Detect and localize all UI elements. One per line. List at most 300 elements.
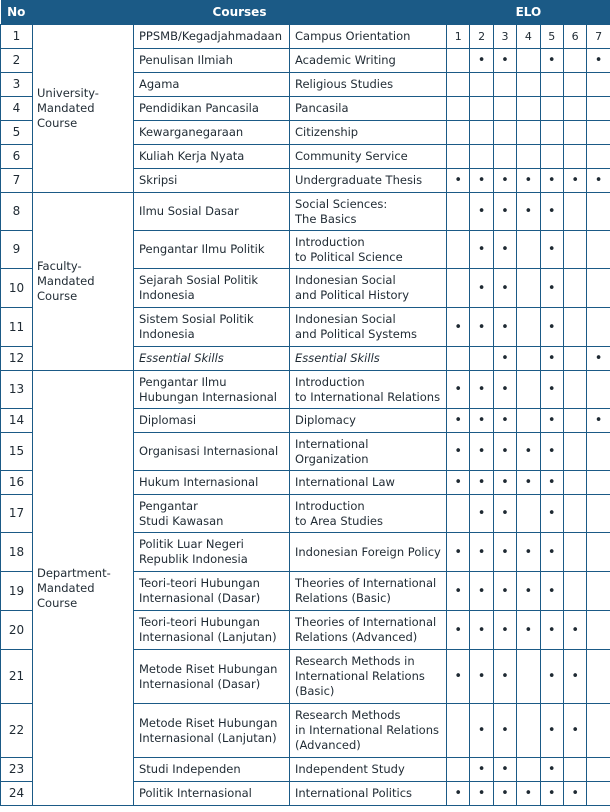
elo-cell: [587, 73, 610, 97]
elo-mark: •: [477, 319, 486, 335]
elo-cell: [563, 73, 586, 97]
elo-mark: •: [594, 173, 603, 188]
row-number: 2: [1, 49, 33, 73]
course-name-english: Independent Study: [290, 758, 447, 782]
matrix-body: [1, 25, 610, 806]
elo-cell: [587, 611, 610, 650]
row-number: 17: [1, 495, 33, 533]
elo-cell: [587, 650, 610, 704]
elo-cell: [540, 533, 563, 572]
course-name-indonesian: Sistem Sosial Politik Indonesia: [134, 308, 290, 347]
elo-cell: [563, 49, 586, 73]
elo-mark: •: [547, 53, 556, 68]
elo-cell: [493, 572, 516, 611]
elo-cell: [540, 121, 563, 145]
elo-cell: [517, 121, 540, 145]
elo-cell: [540, 433, 563, 471]
row-number: 10: [1, 269, 33, 308]
elo-number: 1: [447, 25, 470, 49]
course-name-indonesian: Politik Internasional: [134, 782, 290, 806]
elo-mark: •: [501, 544, 509, 560]
elo-cell: [517, 49, 540, 73]
elo-mark: •: [547, 444, 556, 459]
elo-mark: •: [454, 583, 463, 599]
elo-cell: [447, 533, 470, 572]
elo-cell: [493, 704, 516, 758]
elo-cell: [493, 495, 516, 533]
elo-cell: [517, 782, 540, 806]
course-name-indonesian: Sejarah Sosial Politik Indonesia: [134, 269, 290, 308]
elo-cell: [563, 231, 586, 269]
course-name-english: Theories of International Relations (Basic): [290, 572, 447, 611]
course-name-indonesian: PPSMB/Kegadjahmadaan: [134, 25, 290, 49]
elo-cell: [517, 611, 540, 650]
elo-mark: •: [454, 786, 463, 801]
elo-mark: •: [501, 242, 509, 257]
elo-cell: [470, 231, 493, 269]
elo-mark: •: [454, 544, 463, 560]
elo-cell: [517, 371, 540, 409]
elo-cell: [563, 611, 586, 650]
course-name-english: Introduction to Area Studies: [290, 495, 447, 533]
elo-cell: [563, 97, 586, 121]
elo-mark: •: [547, 506, 556, 521]
elo-cell: [470, 758, 493, 782]
elo-cell: [540, 97, 563, 121]
elo-cell: [517, 145, 540, 169]
elo-cell: [493, 611, 516, 650]
elo-cell: [493, 97, 516, 121]
elo-mark: •: [477, 506, 486, 521]
elo-cell: [470, 121, 493, 145]
elo-mark: •: [571, 173, 579, 188]
elo-mark: •: [501, 444, 509, 459]
elo-cell: [493, 650, 516, 704]
elo-cell: [447, 371, 470, 409]
elo-cell: [493, 758, 516, 782]
elo-mark: •: [477, 723, 486, 738]
elo-cell: [470, 73, 493, 97]
elo-cell: [563, 471, 586, 495]
elo-cell: [470, 169, 493, 193]
elo-mark: •: [501, 351, 509, 366]
course-name-english: Essential Skills: [290, 347, 447, 371]
course-name-indonesian: Hukum Internasional: [134, 471, 290, 495]
elo-cell: [447, 782, 470, 806]
elo-cell: [517, 97, 540, 121]
row-number: 20: [1, 611, 33, 650]
elo-mark: •: [477, 382, 486, 397]
course-name-indonesian: Agama: [134, 73, 290, 97]
elo-mark: •: [547, 382, 556, 397]
course-name-english: Introduction to Political Science: [290, 231, 447, 269]
elo-cell: [563, 758, 586, 782]
elo-mark: •: [477, 204, 486, 219]
elo-mark: •: [547, 319, 556, 335]
elo-cell: [540, 704, 563, 758]
elo-cell: [517, 533, 540, 572]
elo-cell: [493, 49, 516, 73]
elo-cell: [517, 758, 540, 782]
elo-mark: •: [594, 413, 603, 428]
course-name-indonesian: Diplomasi: [134, 409, 290, 433]
elo-mark: •: [547, 413, 556, 428]
elo-mark: •: [477, 583, 486, 599]
course-name-english: International Politics: [290, 782, 447, 806]
row-number: 4: [1, 97, 33, 121]
elo-mark: •: [547, 723, 556, 738]
elo-cell: [447, 433, 470, 471]
elo-cell: [540, 758, 563, 782]
elo-cell: [540, 495, 563, 533]
elo-mark: •: [524, 444, 533, 459]
elo-cell: [470, 572, 493, 611]
elo-mark: •: [547, 475, 556, 490]
elo-cell: [587, 231, 610, 269]
header-elo: ELO: [447, 0, 610, 25]
elo-mark: •: [547, 173, 556, 188]
elo-cell: [447, 308, 470, 347]
row-number: 11: [1, 308, 33, 347]
elo-cell: [517, 704, 540, 758]
row-number: 23: [1, 758, 33, 782]
elo-mark: •: [477, 669, 486, 684]
elo-cell: [517, 231, 540, 269]
elo-cell: [563, 121, 586, 145]
elo-mark: •: [477, 280, 486, 296]
elo-mark: •: [454, 413, 463, 428]
elo-cell: [540, 371, 563, 409]
course-name-english: Indonesian Social and Political History: [290, 269, 447, 308]
elo-mark: •: [477, 762, 486, 777]
elo-cell: [517, 409, 540, 433]
elo-mark: •: [547, 622, 556, 638]
elo-mark: •: [547, 544, 556, 560]
elo-cell: [540, 193, 563, 231]
elo-mark: •: [547, 204, 556, 219]
elo-mark: •: [501, 669, 509, 684]
elo-cell: [517, 269, 540, 308]
elo-cell: [563, 269, 586, 308]
elo-mark: •: [477, 242, 486, 257]
course-category: Faculty- Mandated Course: [33, 193, 134, 371]
elo-cell: [447, 611, 470, 650]
elo-cell: [517, 495, 540, 533]
elo-cell: [493, 308, 516, 347]
elo-mark: •: [477, 622, 486, 638]
elo-mark: •: [547, 786, 556, 801]
elo-cell: [447, 49, 470, 73]
row-number: 13: [1, 371, 33, 409]
elo-cell: [587, 433, 610, 471]
elo-cell: [587, 495, 610, 533]
elo-mark: •: [524, 173, 533, 188]
elo-mark: •: [454, 444, 463, 459]
elo-mark: •: [454, 319, 463, 335]
elo-cell: [540, 782, 563, 806]
row-number: 16: [1, 471, 33, 495]
elo-cell: [563, 433, 586, 471]
course-name-indonesian: Pengantar Ilmu Politik: [134, 231, 290, 269]
elo-mark: •: [501, 53, 509, 68]
elo-cell: [540, 572, 563, 611]
elo-mark: •: [501, 173, 509, 188]
elo-cell: [470, 49, 493, 73]
elo-cell: [563, 572, 586, 611]
elo-cell: [470, 533, 493, 572]
row-number: 6: [1, 145, 33, 169]
course-name-english: Indonesian Foreign Policy: [290, 533, 447, 572]
course-name-indonesian: Teori-teori Hubungan Internasional (Lanjutan): [134, 611, 290, 650]
course-name-english: Social Sciences: The Basics: [290, 193, 447, 231]
elo-cell: [540, 347, 563, 371]
elo-number: 7: [587, 25, 610, 49]
elo-cell: [447, 704, 470, 758]
elo-mark: •: [524, 475, 533, 490]
elo-number: 3: [493, 25, 516, 49]
elo-cell: [587, 371, 610, 409]
course-name-english: Indonesian Social and Political Systems: [290, 308, 447, 347]
elo-cell: [540, 650, 563, 704]
row-number: 15: [1, 433, 33, 471]
row-number: 12: [1, 347, 33, 371]
elo-cell: [447, 73, 470, 97]
elo-cell: [493, 782, 516, 806]
elo-cell: [470, 145, 493, 169]
elo-mark: •: [571, 723, 579, 738]
course-name-english: Campus Orientation: [290, 25, 447, 49]
elo-cell: [563, 533, 586, 572]
elo-cell: [540, 269, 563, 308]
elo-number: 2: [470, 25, 493, 49]
elo-cell: [587, 782, 610, 806]
elo-cell: [447, 169, 470, 193]
elo-mark: •: [547, 351, 556, 366]
row-number: 14: [1, 409, 33, 433]
elo-cell: [493, 433, 516, 471]
elo-mark: •: [454, 622, 463, 638]
elo-cell: [517, 169, 540, 193]
course-name-indonesian: Metode Riset Hubungan Internasional (Lanjutan): [134, 704, 290, 758]
elo-cell: [563, 169, 586, 193]
elo-mark: •: [501, 762, 509, 777]
elo-mark: •: [477, 444, 486, 459]
elo-cell: [587, 533, 610, 572]
course-name-indonesian: Pendidikan Pancasila: [134, 97, 290, 121]
elo-mark: •: [571, 786, 579, 801]
elo-cell: [587, 145, 610, 169]
elo-cell: [517, 73, 540, 97]
course-name-english: Pancasila: [290, 97, 447, 121]
elo-cell: [540, 231, 563, 269]
elo-cell: [587, 409, 610, 433]
row-number: 19: [1, 572, 33, 611]
course-name-indonesian: Studi Independen: [134, 758, 290, 782]
elo-cell: [470, 650, 493, 704]
elo-mark: •: [501, 280, 509, 296]
elo-cell: [493, 371, 516, 409]
course-name-indonesian: Pengantar Ilmu Hubungan Internasional: [134, 371, 290, 409]
elo-cell: [447, 347, 470, 371]
elo-mark: •: [571, 622, 579, 638]
elo-mark: •: [547, 242, 556, 257]
elo-mark: •: [547, 280, 556, 296]
elo-mark: •: [454, 475, 463, 490]
course-name-english: Undergraduate Thesis: [290, 169, 447, 193]
course-name-english: Community Service: [290, 145, 447, 169]
elo-mark: •: [501, 204, 509, 219]
elo-cell: [540, 611, 563, 650]
elo-cell: [540, 409, 563, 433]
elo-mark: •: [454, 173, 463, 188]
elo-cell: [493, 193, 516, 231]
elo-cell: [587, 704, 610, 758]
elo-cell: [587, 169, 610, 193]
elo-cell: [563, 650, 586, 704]
elo-number: 5: [540, 25, 563, 49]
course-name-indonesian: Organisasi Internasional: [134, 433, 290, 471]
elo-cell: [470, 704, 493, 758]
course-name-indonesian: Teori-teori Hubungan Internasional (Dasar): [134, 572, 290, 611]
elo-mark: •: [501, 475, 509, 490]
elo-mark: •: [477, 53, 486, 68]
header-row: [1, 0, 610, 25]
elo-cell: [563, 193, 586, 231]
elo-cell: [447, 409, 470, 433]
elo-cell: [447, 495, 470, 533]
elo-cell: [493, 269, 516, 308]
elo-cell: [447, 471, 470, 495]
elo-cell: [493, 121, 516, 145]
elo-cell: [470, 611, 493, 650]
elo-cell: [517, 347, 540, 371]
row-number: 21: [1, 650, 33, 704]
row-number: 18: [1, 533, 33, 572]
elo-cell: [470, 495, 493, 533]
elo-cell: [587, 347, 610, 371]
elo-mark: •: [547, 669, 556, 684]
row-number: 5: [1, 121, 33, 145]
row-number: 9: [1, 231, 33, 269]
elo-cell: [587, 758, 610, 782]
elo-cell: [587, 572, 610, 611]
table-row: [1, 193, 610, 231]
course-name-indonesian: Penulisan Ilmiah: [134, 49, 290, 73]
elo-mark: •: [501, 382, 509, 397]
elo-mark: •: [547, 762, 556, 777]
elo-cell: [493, 145, 516, 169]
course-name-indonesian: Kewarganegaraan: [134, 121, 290, 145]
elo-mark: •: [454, 669, 463, 684]
elo-mark: •: [477, 413, 486, 428]
course-name-indonesian: Essential Skills: [134, 347, 290, 371]
course-name-english: Citizenship: [290, 121, 447, 145]
course-name-indonesian: Pengantar Studi Kawasan: [134, 495, 290, 533]
elo-mark: •: [571, 669, 579, 684]
elo-mark: •: [594, 351, 603, 366]
elo-mark: •: [477, 786, 486, 801]
elo-cell: [587, 269, 610, 308]
elo-mark: •: [524, 622, 533, 638]
elo-mark: •: [501, 786, 509, 801]
header-courses: Courses: [33, 0, 447, 25]
row-number: 24: [1, 782, 33, 806]
course-name-english: Research Methods in International Relations (Advanced): [290, 704, 447, 758]
elo-cell: [493, 347, 516, 371]
course-name-indonesian: Ilmu Sosial Dasar: [134, 193, 290, 231]
elo-cell: [470, 347, 493, 371]
course-name-indonesian: Politik Luar Negeri Republik Indonesia: [134, 533, 290, 572]
elo-mark: •: [501, 506, 509, 521]
elo-mark: •: [501, 583, 509, 599]
elo-cell: [563, 495, 586, 533]
elo-mark: •: [594, 53, 603, 68]
elo-cell: [563, 371, 586, 409]
course-name-english: Introduction to International Relations: [290, 371, 447, 409]
row-number: 7: [1, 169, 33, 193]
elo-cell: [470, 471, 493, 495]
elo-cell: [447, 758, 470, 782]
course-name-indonesian: Kuliah Kerja Nyata: [134, 145, 290, 169]
elo-mark: •: [454, 382, 463, 397]
elo-mark: •: [547, 583, 556, 599]
course-name-indonesian: Skripsi: [134, 169, 290, 193]
elo-mark: •: [501, 622, 509, 638]
elo-cell: [517, 193, 540, 231]
elo-mark: •: [524, 204, 533, 219]
elo-cell: [587, 121, 610, 145]
course-category: University- Mandated Course: [33, 25, 134, 193]
course-name-english: International Organization: [290, 433, 447, 471]
row-number: 1: [1, 25, 33, 49]
elo-cell: [493, 409, 516, 433]
elo-cell: [447, 650, 470, 704]
elo-cell: [563, 704, 586, 758]
row-number: 22: [1, 704, 33, 758]
elo-cell: [563, 308, 586, 347]
elo-cell: [517, 572, 540, 611]
elo-cell: [540, 49, 563, 73]
elo-cell: [540, 73, 563, 97]
elo-cell: [470, 782, 493, 806]
elo-cell: [447, 269, 470, 308]
table-row: [1, 25, 610, 49]
elo-cell: [563, 782, 586, 806]
elo-number: 4: [517, 25, 540, 49]
header-no: No: [1, 0, 33, 25]
elo-cell: [493, 471, 516, 495]
elo-mark: •: [501, 723, 509, 738]
elo-mark: •: [524, 786, 533, 801]
elo-cell: [447, 97, 470, 121]
elo-cell: [563, 145, 586, 169]
elo-cell: [493, 169, 516, 193]
elo-cell: [493, 231, 516, 269]
course-name-english: Academic Writing: [290, 49, 447, 73]
elo-mark: •: [501, 319, 509, 335]
elo-cell: [587, 308, 610, 347]
elo-cell: [517, 433, 540, 471]
elo-cell: [587, 49, 610, 73]
elo-cell: [563, 409, 586, 433]
elo-cell: [540, 308, 563, 347]
course-name-english: Theories of International Relations (Advanced): [290, 611, 447, 650]
elo-mark: •: [477, 173, 486, 188]
row-number: 3: [1, 73, 33, 97]
course-name-english: Diplomacy: [290, 409, 447, 433]
elo-cell: [470, 409, 493, 433]
elo-cell: [540, 145, 563, 169]
